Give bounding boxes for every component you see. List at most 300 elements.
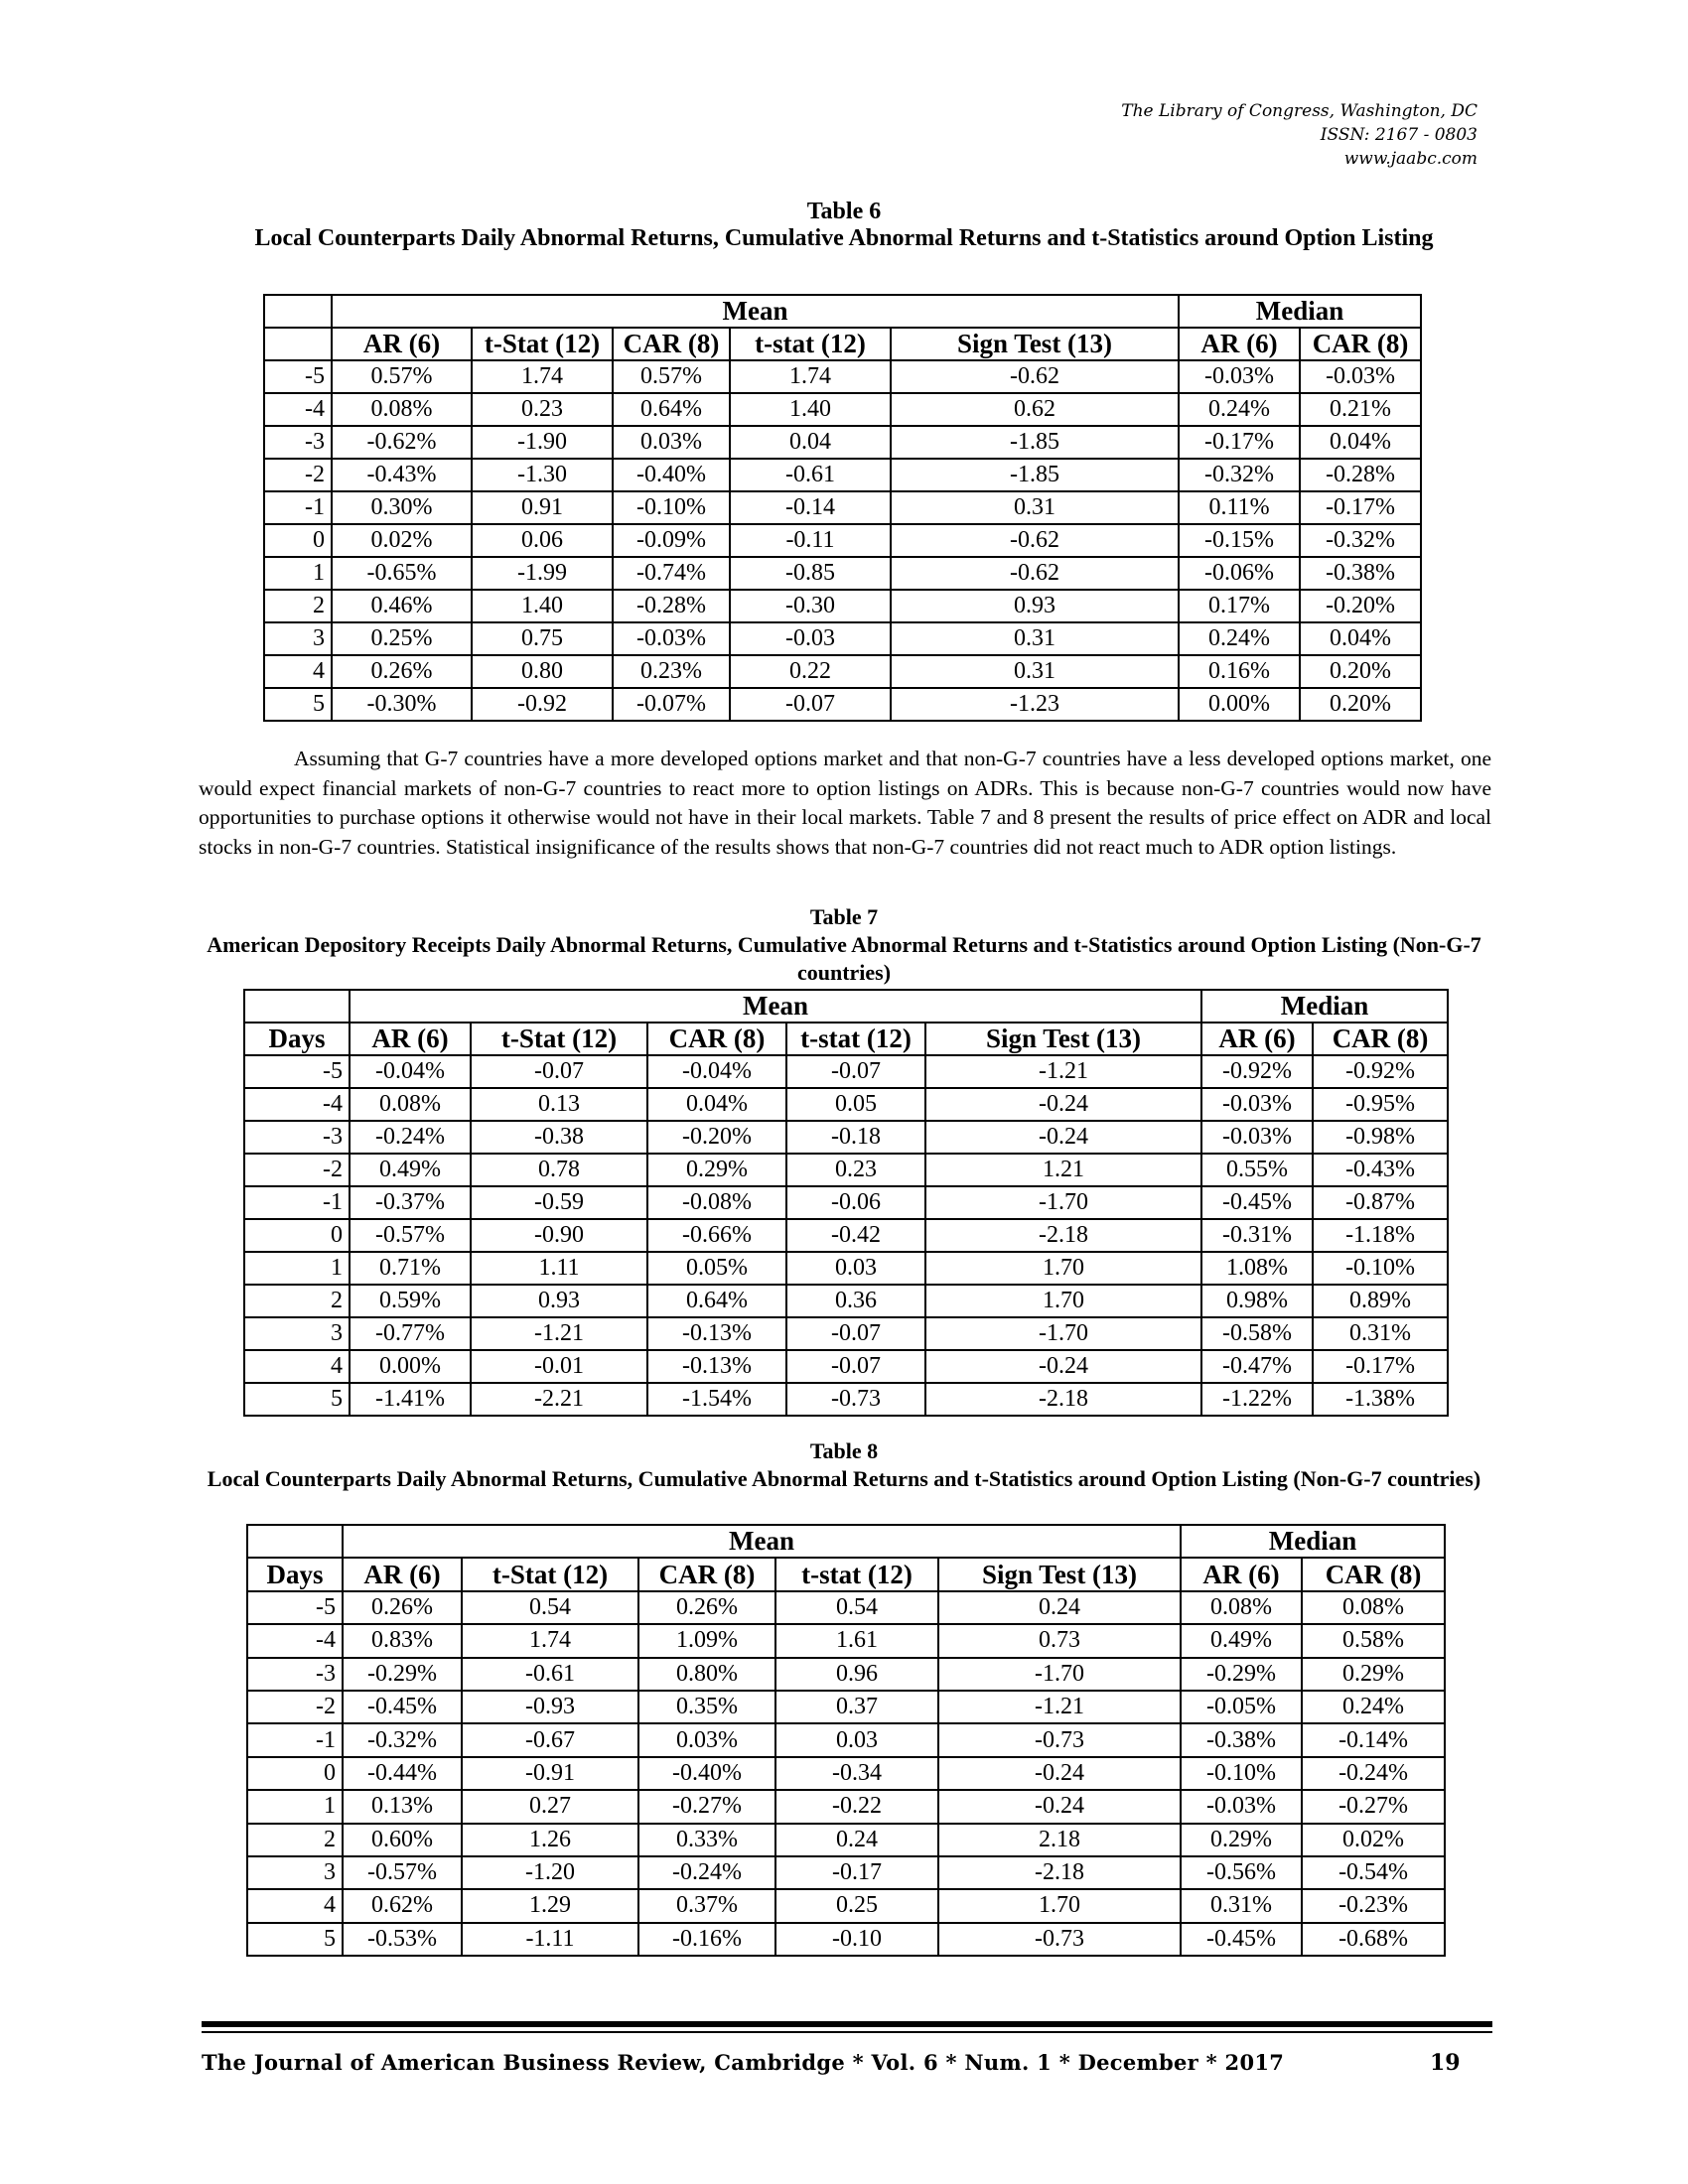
table-cell: -0.08%	[647, 1186, 786, 1219]
table-cell: -0.11	[730, 524, 891, 557]
table-cell: 0.21%	[1300, 393, 1421, 426]
table-cell: -0.61	[462, 1658, 638, 1691]
footer-rule-thin	[202, 2031, 1492, 2033]
table-cell: -0.14	[730, 491, 891, 524]
table-cell: -0.92	[472, 688, 613, 721]
table-cell: -0.66%	[647, 1219, 786, 1252]
table-cell: -0.03%	[1201, 1088, 1313, 1121]
table-row	[247, 1624, 1445, 1657]
table-cell: -0.47%	[1201, 1350, 1313, 1383]
day-cell: -3	[264, 426, 332, 459]
table-cell: -0.73	[938, 1923, 1181, 1956]
day-cell: -5	[264, 360, 332, 393]
day-cell: -2	[264, 459, 332, 491]
table-cell: -0.17	[775, 1856, 938, 1889]
table-cell: 1.08%	[1201, 1252, 1313, 1285]
header-corner	[264, 295, 332, 328]
table6-label: Table 6	[806, 199, 882, 224]
column-header: AR (6)	[343, 1558, 462, 1590]
table-row	[244, 1088, 1448, 1121]
table-cell: -1.21	[925, 1055, 1201, 1088]
table-cell: -0.07	[786, 1317, 925, 1350]
table-cell: 0.60%	[343, 1824, 462, 1856]
column-header: AR (6)	[1179, 328, 1300, 360]
table-cell: 0.93	[891, 590, 1179, 622]
column-header: CAR (8)	[638, 1558, 775, 1590]
table-cell: 0.24	[775, 1824, 938, 1856]
table-cell: -1.21	[471, 1317, 647, 1350]
table-cell: -0.17%	[1179, 426, 1300, 459]
table-row	[244, 1383, 1448, 1416]
table-cell: 0.57%	[613, 360, 730, 393]
table-cell: -2.18	[925, 1383, 1201, 1416]
table-cell: -0.20%	[647, 1121, 786, 1154]
day-cell: 0	[244, 1219, 350, 1252]
table-cell: 0.04%	[647, 1088, 786, 1121]
table-row	[244, 1285, 1448, 1317]
table-cell: -0.24	[938, 1757, 1181, 1790]
table-cell: -0.17%	[1300, 491, 1421, 524]
table-cell: 0.08%	[350, 1088, 471, 1121]
column-header: AR (6)	[1201, 1023, 1313, 1055]
table-cell: 0.35%	[638, 1691, 775, 1723]
table-cell: -1.70	[925, 1186, 1201, 1219]
column-header: CAR (8)	[1300, 328, 1421, 360]
table-cell: -0.77%	[350, 1317, 471, 1350]
column-header-row	[247, 1558, 1445, 1590]
table-cell: 0.08%	[1302, 1591, 1445, 1624]
table-cell: 0.06	[472, 524, 613, 557]
table-row	[247, 1923, 1445, 1956]
table-cell: 0.93	[471, 1285, 647, 1317]
table-cell: 0.11%	[1179, 491, 1300, 524]
journal-footer: The Journal of American Business Review, Cambridge * Vol. 6 * Num. 1 * December * 2017	[202, 2050, 1285, 2075]
table-cell: -0.87%	[1313, 1186, 1448, 1219]
table-cell: 0.71%	[350, 1252, 471, 1285]
table-cell: -1.85	[891, 426, 1179, 459]
table-row	[244, 1154, 1448, 1186]
table-cell: -0.01	[471, 1350, 647, 1383]
table-cell: -1.30	[472, 459, 613, 491]
table-cell: -0.03%	[613, 622, 730, 655]
table-cell: -1.38%	[1313, 1383, 1448, 1416]
table-cell: -0.13%	[647, 1350, 786, 1383]
table-cell: -0.24%	[638, 1856, 775, 1889]
table-row	[247, 1824, 1445, 1856]
table-cell: 0.33%	[638, 1824, 775, 1856]
table-cell: 0.23	[786, 1154, 925, 1186]
footer-rule-thick	[202, 2021, 1492, 2027]
column-header: t-Stat (12)	[471, 1023, 647, 1055]
day-cell: 0	[264, 524, 332, 557]
table-row	[264, 590, 1421, 622]
table-cell: -0.03%	[1300, 360, 1421, 393]
table-cell: -0.59	[471, 1186, 647, 1219]
table-cell: 1.09%	[638, 1624, 775, 1657]
table-cell: -1.23	[891, 688, 1179, 721]
table-row	[264, 491, 1421, 524]
group-header-row	[247, 1525, 1445, 1558]
table-cell: 0.80%	[638, 1658, 775, 1691]
column-header: CAR (8)	[1313, 1023, 1448, 1055]
table-cell: 1.70	[925, 1285, 1201, 1317]
table-cell: -0.58%	[1201, 1317, 1313, 1350]
table-cell: -0.07	[471, 1055, 647, 1088]
table-row	[264, 655, 1421, 688]
table-cell: 0.29%	[647, 1154, 786, 1186]
table-cell: -0.24	[925, 1121, 1201, 1154]
group-header-median: Median	[1181, 1525, 1445, 1558]
column-header-row	[244, 1023, 1448, 1055]
group-header-mean: Mean	[332, 295, 1179, 328]
table-cell: 0.08%	[1181, 1591, 1302, 1624]
table-cell: 0.46%	[332, 590, 472, 622]
table-cell: 0.55%	[1201, 1154, 1313, 1186]
day-cell: -4	[264, 393, 332, 426]
table-cell: -1.90	[472, 426, 613, 459]
table-cell: 0.03	[775, 1723, 938, 1756]
table-row	[247, 1757, 1445, 1790]
table-cell: -1.99	[472, 557, 613, 590]
table-cell: 0.04%	[1300, 622, 1421, 655]
table-cell: -0.43%	[332, 459, 472, 491]
table-cell: -0.18	[786, 1121, 925, 1154]
table-cell: -0.10%	[1181, 1757, 1302, 1790]
table-cell: -0.74%	[613, 557, 730, 590]
table-cell: -1.22%	[1201, 1383, 1313, 1416]
table-cell: 0.24%	[1179, 622, 1300, 655]
table-cell: -0.40%	[638, 1757, 775, 1790]
table-row	[244, 1252, 1448, 1285]
header-line-2: ISSN: 2167 - 0803	[1320, 125, 1477, 145]
table-cell: -0.20%	[1300, 590, 1421, 622]
table-cell: -0.73	[938, 1723, 1181, 1756]
table-row	[247, 1856, 1445, 1889]
table-cell: 0.62%	[343, 1889, 462, 1922]
day-cell: -4	[247, 1624, 343, 1657]
table-row	[244, 1317, 1448, 1350]
table-cell: 1.70	[925, 1252, 1201, 1285]
table-cell: 0.64%	[613, 393, 730, 426]
column-header: AR (6)	[1181, 1558, 1302, 1590]
table-cell: 0.26%	[638, 1591, 775, 1624]
table7-label: Table 7	[809, 904, 879, 929]
column-header: CAR (8)	[647, 1023, 786, 1055]
table-cell: 0.13%	[343, 1790, 462, 1823]
column-header-days: Days	[247, 1558, 343, 1590]
table-cell: 1.40	[472, 590, 613, 622]
table-cell: -0.40%	[613, 459, 730, 491]
table-cell: -0.62	[891, 524, 1179, 557]
table-row	[247, 1691, 1445, 1723]
table7-caption	[199, 903, 1489, 987]
table-row	[244, 1121, 1448, 1154]
table-row	[247, 1591, 1445, 1624]
table-cell: -0.03	[730, 622, 891, 655]
table-row	[244, 1219, 1448, 1252]
day-cell: 2	[247, 1824, 343, 1856]
group-header-median: Median	[1179, 295, 1421, 328]
table-cell: 1.74	[730, 360, 891, 393]
table-cell: -0.90	[471, 1219, 647, 1252]
table-cell: -0.23%	[1302, 1889, 1445, 1922]
table-cell: 2.18	[938, 1824, 1181, 1856]
table-cell: 0.54	[462, 1591, 638, 1624]
table-cell: 0.98%	[1201, 1285, 1313, 1317]
table-cell: 0.08%	[332, 393, 472, 426]
table-cell: -0.62	[891, 557, 1179, 590]
table-cell: 0.58%	[1302, 1624, 1445, 1657]
table-cell: 1.70	[938, 1889, 1181, 1922]
table-cell: -1.11	[462, 1923, 638, 1956]
table-cell: 0.25	[775, 1889, 938, 1922]
table-cell: 0.29%	[1181, 1824, 1302, 1856]
table-cell: 0.73	[938, 1624, 1181, 1657]
table-cell: 0.23%	[613, 655, 730, 688]
day-cell: 3	[247, 1856, 343, 1889]
table-row	[247, 1790, 1445, 1823]
table-cell: -0.54%	[1302, 1856, 1445, 1889]
column-header-days	[264, 328, 332, 360]
column-header: Sign Test (13)	[925, 1023, 1201, 1055]
table-cell: 0.83%	[343, 1624, 462, 1657]
column-header: t-stat (12)	[786, 1023, 925, 1055]
table-cell: 0.89%	[1313, 1285, 1448, 1317]
table-cell: -0.28%	[1300, 459, 1421, 491]
table-cell: 0.22	[730, 655, 891, 688]
table-cell: 1.26	[462, 1824, 638, 1856]
column-header: AR (6)	[350, 1023, 471, 1055]
table-cell: -0.27%	[638, 1790, 775, 1823]
header-corner	[244, 990, 350, 1023]
table-cell: -1.54%	[647, 1383, 786, 1416]
table-cell: -0.56%	[1181, 1856, 1302, 1889]
table-cell: 0.29%	[1302, 1658, 1445, 1691]
table-cell: -2.21	[471, 1383, 647, 1416]
table-cell: 0.03	[786, 1252, 925, 1285]
table-cell: 0.20%	[1300, 655, 1421, 688]
column-header-days: Days	[244, 1023, 350, 1055]
table-row	[264, 459, 1421, 491]
table-cell: 0.04%	[1300, 426, 1421, 459]
table-cell: -1.20	[462, 1856, 638, 1889]
table-cell: -0.57%	[350, 1219, 471, 1252]
table-cell: -0.62%	[332, 426, 472, 459]
table-cell: -1.41%	[350, 1383, 471, 1416]
table-cell: -0.16%	[638, 1923, 775, 1956]
table8-label: Table 8	[809, 1438, 879, 1463]
table-cell: -0.06%	[1179, 557, 1300, 590]
table-cell: -0.07%	[613, 688, 730, 721]
table-row	[264, 622, 1421, 655]
table-cell: 0.26%	[332, 655, 472, 688]
table-cell: -2.18	[925, 1219, 1201, 1252]
table-row	[247, 1889, 1445, 1922]
table8-caption	[199, 1437, 1489, 1493]
table-cell: -1.70	[938, 1658, 1181, 1691]
column-header: Sign Test (13)	[938, 1558, 1181, 1590]
table-cell: 0.26%	[343, 1591, 462, 1624]
day-cell: 2	[264, 590, 332, 622]
table-cell: -0.45%	[1181, 1923, 1302, 1956]
table-cell: -0.95%	[1313, 1088, 1448, 1121]
table-row	[264, 524, 1421, 557]
table-cell: 0.62	[891, 393, 1179, 426]
table-cell: -0.29%	[1181, 1658, 1302, 1691]
table-cell: -0.09%	[613, 524, 730, 557]
table-cell: 0.16%	[1179, 655, 1300, 688]
table-cell: -0.10%	[1313, 1252, 1448, 1285]
table-cell: -0.44%	[343, 1757, 462, 1790]
group-header-row	[264, 295, 1421, 328]
day-cell: -1	[247, 1723, 343, 1756]
column-header-row	[264, 328, 1421, 360]
journal-header	[1121, 99, 1477, 171]
table-cell: -0.43%	[1313, 1154, 1448, 1186]
table-cell: -0.22	[775, 1790, 938, 1823]
column-header: t-stat (12)	[775, 1558, 938, 1590]
table-cell: -0.03%	[1201, 1121, 1313, 1154]
day-cell: 5	[244, 1383, 350, 1416]
table-cell: -0.73	[786, 1383, 925, 1416]
group-header-mean: Mean	[350, 990, 1201, 1023]
table-cell: -0.13%	[647, 1317, 786, 1350]
table-cell: 0.25%	[332, 622, 472, 655]
table-row	[264, 360, 1421, 393]
table-row	[247, 1723, 1445, 1756]
table-cell: -0.03%	[1181, 1790, 1302, 1823]
column-header: t-Stat (12)	[472, 328, 613, 360]
table-cell: 0.31%	[1313, 1317, 1448, 1350]
table-cell: 0.36	[786, 1285, 925, 1317]
table6	[263, 294, 1422, 722]
table-cell: -0.93	[462, 1691, 638, 1723]
table-cell: 0.03%	[638, 1723, 775, 1756]
table-cell: -0.38%	[1300, 557, 1421, 590]
table-cell: -0.65%	[332, 557, 472, 590]
table-cell: -0.07	[786, 1055, 925, 1088]
table-cell: 0.03%	[613, 426, 730, 459]
table-cell: -0.34	[775, 1757, 938, 1790]
table-cell: 0.30%	[332, 491, 472, 524]
header-line-1: The Library of Congress, Washington, DC	[1121, 101, 1477, 121]
day-cell: -2	[247, 1691, 343, 1723]
table-row	[264, 426, 1421, 459]
table-cell: -0.53%	[343, 1923, 462, 1956]
table-cell: 1.21	[925, 1154, 1201, 1186]
table-cell: -0.92%	[1201, 1055, 1313, 1088]
table-cell: -1.70	[925, 1317, 1201, 1350]
table-row	[244, 1055, 1448, 1088]
table-cell: 0.02%	[332, 524, 472, 557]
table-cell: 0.96	[775, 1658, 938, 1691]
table-cell: -0.10	[775, 1923, 938, 1956]
table-cell: -0.27%	[1302, 1790, 1445, 1823]
table-cell: -0.30	[730, 590, 891, 622]
table-cell: -0.67	[462, 1723, 638, 1756]
table-cell: 0.49%	[350, 1154, 471, 1186]
table-cell: -1.21	[938, 1691, 1181, 1723]
group-header-row	[244, 990, 1448, 1023]
table-cell: -0.61	[730, 459, 891, 491]
body-paragraph: Assuming that G-7 countries have a more developed options market and that non-G-7 countries have a less developed options market, one would expect financial markets of non-G-7 countries to react more to option listings on ADRs. This is because non-G-7 countries would now have opportunities to purchase options it otherwise would not have in their local markets. Table 7 and 8 present the results of price effect on ADR and local stocks in non-G-7 countries. Statistical insignificance of the results shows that non-G-7 countries did not react much to ADR option listings.	[199, 747, 1491, 859]
day-cell: 3	[244, 1317, 350, 1350]
table-cell: -0.45%	[1201, 1186, 1313, 1219]
table-cell: -0.45%	[343, 1691, 462, 1723]
day-cell: 5	[247, 1923, 343, 1956]
header-line-3: www.jaabc.com	[1343, 149, 1477, 169]
column-header: CAR (8)	[1302, 1558, 1445, 1590]
table-cell: -0.24	[925, 1088, 1201, 1121]
table-cell: 0.31	[891, 655, 1179, 688]
table-cell: 0.57%	[332, 360, 472, 393]
day-cell: 1	[244, 1252, 350, 1285]
table-cell: -0.24	[925, 1350, 1201, 1383]
table-cell: 0.37%	[638, 1889, 775, 1922]
column-header: Sign Test (13)	[891, 328, 1179, 360]
column-header: CAR (8)	[613, 328, 730, 360]
day-cell: 4	[244, 1350, 350, 1383]
day-cell: 3	[264, 622, 332, 655]
day-cell: -3	[244, 1121, 350, 1154]
table-cell: -0.28%	[613, 590, 730, 622]
table-cell: -0.05%	[1181, 1691, 1302, 1723]
table-cell: -0.38	[471, 1121, 647, 1154]
table-cell: 1.29	[462, 1889, 638, 1922]
table-cell: -0.06	[786, 1186, 925, 1219]
table-cell: -0.07	[730, 688, 891, 721]
table-cell: 1.11	[471, 1252, 647, 1285]
table-cell: -0.32%	[1179, 459, 1300, 491]
day-cell: 2	[244, 1285, 350, 1317]
table-cell: -0.24	[938, 1790, 1181, 1823]
table-row	[264, 393, 1421, 426]
table-cell: -0.38%	[1181, 1723, 1302, 1756]
table-cell: -1.18%	[1313, 1219, 1448, 1252]
table-cell: 0.80	[472, 655, 613, 688]
table-cell: -0.31%	[1201, 1219, 1313, 1252]
table-row	[244, 1350, 1448, 1383]
table-cell: -0.32%	[1300, 524, 1421, 557]
day-cell: 1	[247, 1790, 343, 1823]
table-cell: -0.29%	[343, 1658, 462, 1691]
column-header: t-Stat (12)	[462, 1558, 638, 1590]
day-cell: 4	[264, 655, 332, 688]
column-header: t-stat (12)	[730, 328, 891, 360]
table-cell: -0.62	[891, 360, 1179, 393]
table6-title: Local Counterparts Daily Abnormal Returns, Cumulative Abnormal Returns and t-Statistics around Option Listing	[254, 225, 1434, 251]
table-cell: 0.20%	[1300, 688, 1421, 721]
table-cell: 0.23	[472, 393, 613, 426]
table-cell: 0.13	[471, 1088, 647, 1121]
day-cell: -4	[244, 1088, 350, 1121]
group-header-median: Median	[1201, 990, 1448, 1023]
table-cell: 0.31	[891, 622, 1179, 655]
table-cell: 1.40	[730, 393, 891, 426]
day-cell: -5	[247, 1591, 343, 1624]
table-cell: -0.10%	[613, 491, 730, 524]
table-cell: -0.24%	[350, 1121, 471, 1154]
table-cell: -0.32%	[343, 1723, 462, 1756]
table-cell: -0.14%	[1302, 1723, 1445, 1756]
day-cell: -3	[247, 1658, 343, 1691]
table-row	[264, 688, 1421, 721]
table-cell: 0.00%	[350, 1350, 471, 1383]
table-cell: 0.24%	[1179, 393, 1300, 426]
day-cell: 0	[247, 1757, 343, 1790]
table-cell: 0.78	[471, 1154, 647, 1186]
table-cell: -1.85	[891, 459, 1179, 491]
